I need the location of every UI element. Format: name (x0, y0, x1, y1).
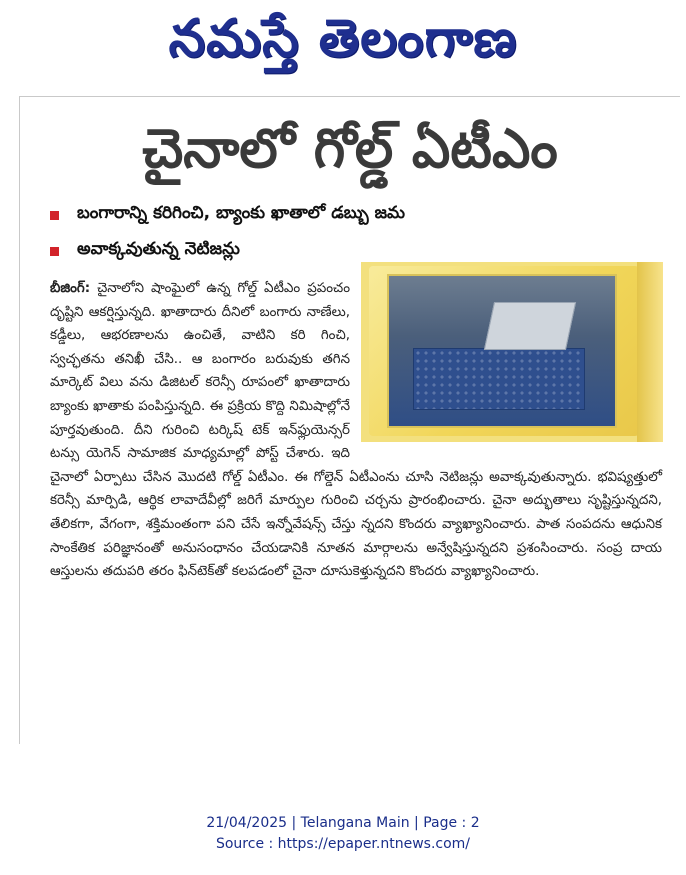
red-square-bullet-icon (50, 247, 59, 256)
article-clipping (19, 96, 680, 744)
subhead-item (50, 237, 670, 265)
subhead-text: అవాక్కవుతున్న నెటిజన్లు (77, 239, 240, 259)
subhead-text: బంగారాన్ని కరిగించి, బ్యాంకు ఖాతాలో డబ్బు జమ (77, 203, 406, 223)
article-body-text: చైనాలోని షాంఘైలో ఉన్న గోల్డ్ ఏటీఎం ప్రపంచం దృష్టిని ఆకర్షిస్తున్నది. ఖాతాదారు దీనిలో బంగారు నాణేలు, కడ్డీలు, ఆభరణాలను ఉంచితే, వాటిని కరి గించి, స్వచ్ఛతను తనిఖీ చేసి.. ఆ బంగారం బరువుకు తగిన మార్కెట్ విలు వను డిజిటల్ కరెన్సీ రూపంలో ఖాతాదారు బ్యాంకు ఖాతాకు పంపిస్తున్నది. ఈ ప్రక్రియ కొద్ది నిమిషాల్లోనే పూర్తవుతుంది. దీని గురించి టర్కిష్ టెక్ ఇన్‌ఫ్లుయెన్సర్ టన్సు యెగెన్ సామాజిక మాధ్యమాల్లో పోస్ట్ చేశారు. ఇది చైనాలో ఏర్పాటు చేసిన మొదటి గోల్డ్ ఏటీఎం. ఈ గోల్డెన్ ఏటీఎంను చూసి నెటిజన్లు అవాక్కవుతున్నారు. భవిష్యత్తులో కరెన్సీ మార్పిడి, ఆర్థిక లావాదేవీల్లో జరిగే మార్పుల గురించి చర్చను ప్రారంభించారు. చైనా అద్భుతాలు సృష్టిస్తున్నదని, తేలికగా, వేగంగా, శక్తిమంతంగా పని చేసే ఇన్నోవేషన్స్ చేస్తు న్నదని కొందరు వ్యాఖ్యానించారు. పాత సంపదను ఆధునిక సాంకేతిక పరిజ్ఞానంతో అనుసంధానం చేయడానికి నూతన మార్గాలను అన్వేషిస్తున్నదని ప్రశంసించారు. సంప్ర దాయ ఆస్తులను తదుపరి తరం ఫిన్‌టెక్‌తో కలపడంలో చైనా దూసుకెళ్తున్నదని కొందరు వ్యాఖ్యానించారు. (50, 281, 662, 580)
subhead-item (50, 201, 670, 229)
masthead-logo: నమస్తే తెలంగాణ (168, 8, 518, 69)
photo-spacer (350, 277, 662, 453)
page-footer (0, 813, 686, 855)
edition-line: 21/04/2025 | Telangana Main | Page : 2 (206, 815, 480, 831)
red-square-bullet-icon (50, 211, 59, 220)
article-headline: చైనాలో గోల్డ్ ఏటీఎం (142, 117, 558, 180)
source-line: Source : https://epaper.ntnews.com/ (215, 836, 471, 852)
article-body (50, 277, 662, 584)
dateline: బీజింగ్: (50, 281, 91, 296)
